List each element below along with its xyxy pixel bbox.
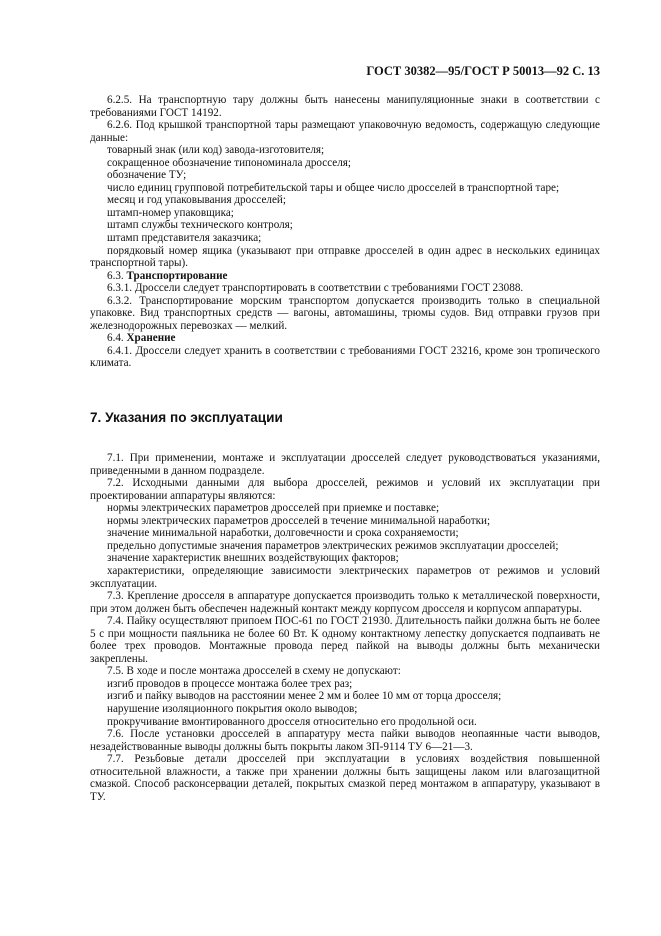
list-item: штамп представителя заказчика;: [107, 232, 262, 245]
paragraph-7-6: 7.6. После установки дросселей в аппаратуру места пайки выводов неопаянные части выводов, незадействованные выводы должны быть покрыты лаком ЗП-9114 ТУ 6—21—3.: [90, 728, 600, 753]
subsection-title: Хранение: [126, 332, 176, 345]
list-item: характеристики, определяющие зависимости электрических параметров от режимов и условий эксплуатации.: [90, 564, 600, 590]
section-heading-7: 7. Указания по эксплуатации: [90, 410, 283, 426]
paragraph-6-3-2: 6.3.2. Транспортирование морским транспортом допускается производить только в специальной упаковке. Вид транспортных средств — вагоны, автомашины, трюмы судов. Вид отправки грузов при железнодорожных перевозках — мелкий.: [90, 294, 600, 332]
document-body: [90, 94, 600, 803]
list-item: предельно допустимые значения параметров электрических режимов эксплуатации дросселей;: [107, 539, 559, 552]
list-item: нарушение изоляционного покрытия около выводов;: [107, 702, 358, 715]
subsection-heading-6-4: [90, 332, 600, 345]
list-item: значение характеристик внешних воздействующих факторов;: [107, 552, 399, 565]
paragraph-7-7: 7.7. Резьбовые детали дросселей при эксплуатации в условиях воздействия повышенной относительной влажности, а также при хранении должны быть защищены лаком или влагозащитной смазкой. Способ расконсервации деталей, покрытых смазкой перед монтажом в аппаратуру, указывают в ТУ.: [90, 753, 600, 803]
subsection-number: 6.4.: [107, 332, 124, 345]
paragraph-7-1: 7.1. При применении, монтаже и эксплуатации дросселей следует руководствоваться указаниями, приведенными в данном подразделе.: [90, 452, 600, 477]
list-item: нормы электрических параметров дросселей при приемке и поставке;: [107, 502, 440, 515]
list-item: изгиб и пайку выводов на расстоянии менее 2 мм и более 10 мм от торца дросселя;: [107, 690, 502, 703]
paragraph-6-2-5: 6.2.5. На транспортную тару должны быть нанесены манипуляционные знаки в соответствии с требованиями ГОСТ 14192.: [90, 94, 600, 119]
list-item: месяц и год упаковывания дросселей;: [107, 194, 286, 207]
list-item: изгиб проводов в процессе монтажа более трех раз;: [107, 677, 353, 690]
list-item: порядковый номер ящика (указывают при отправке дросселей в один адрес в нескольких единицах транспортной тары).: [90, 244, 600, 270]
list-item: товарный знак (или код) завода-изготовителя;: [107, 144, 325, 157]
list-item: прокручивание вмонтированного дросселя относительно его продольной оси.: [107, 715, 477, 728]
list-item: обозначение ТУ;: [107, 169, 187, 182]
list-item: сокращенное обозначение типономинала дросселя;: [107, 156, 352, 169]
subsection-heading-6-3: [90, 270, 600, 283]
paragraph-6-3-1: 6.3.1. Дроссели следует транспортировать в соответствии с требованиями ГОСТ 23088.: [107, 282, 524, 295]
paragraph-7-4: 7.4. Пайку осуществляют припоем ПОС-61 по ГОСТ 21930. Длительность пайки должна быть не более 5 с при мощности паяльника не более 60 Вт. К одному контактному лепестку допускается подпаивать не более трех проводов. Монтажные провода перед пайкой на выводы должны быть механически закреплены.: [90, 615, 600, 665]
running-header: ГОСТ 30382—95/ГОСТ Р 50013—92 С. 13: [366, 64, 600, 78]
paragraph-7-2: 7.2. Исходными данными для выбора дросселей, режимов и условий их эксплуатации при проектировании аппаратуры являются:: [90, 477, 600, 502]
list-item: штамп службы технического контроля;: [107, 219, 293, 232]
paragraph-6-4-1: 6.4.1. Дроссели следует хранить в соответствии с требованиями ГОСТ 23216, кроме зон тропического климата.: [90, 344, 600, 370]
list-item: число единиц групповой потребительской тары и общее число дросселей в транспортной таре;: [107, 181, 560, 194]
list-item: нормы электрических параметров дросселей в течение минимальной наработки;: [107, 514, 491, 527]
paragraph-7-3: 7.3. Крепление дросселя в аппаратуре допускается производить только к металлической поверхности, при этом должен быть обеспечен надежный контакт между корпусом дросселя и корпусом аппаратуры.: [90, 590, 600, 615]
list-item: значение минимальной наработки, долговечности и срока сохраняемости;: [107, 527, 459, 540]
paragraph-7-5: 7.5. В ходе и после монтажа дросселей в схему не допускают:: [107, 665, 401, 678]
list-item: штамп-номер упаковщика;: [107, 206, 234, 219]
subsection-title: Транспортирование: [126, 269, 228, 282]
paragraph-6-2-6: 6.2.6. Под крышкой транспортной тары размещают упаковочную ведомость, содержащую следующие данные:: [90, 119, 600, 144]
subsection-number: 6.3.: [107, 269, 124, 282]
